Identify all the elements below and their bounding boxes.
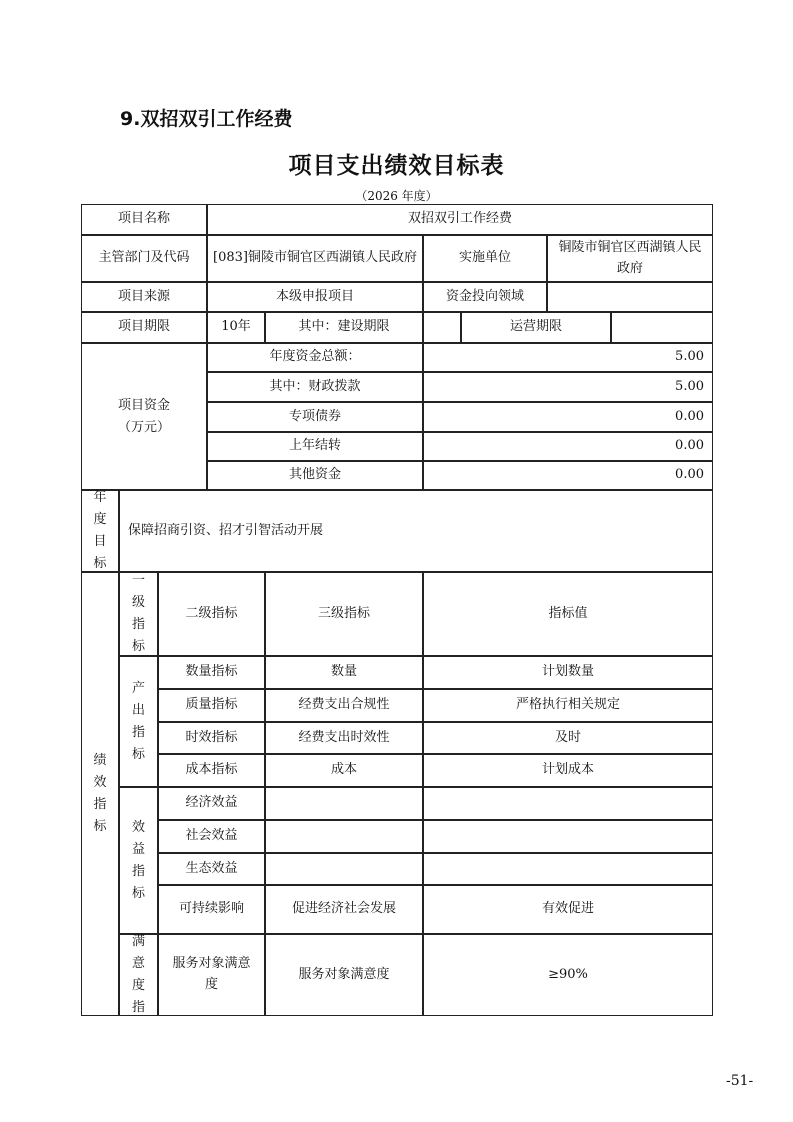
source-label: 项目来源 xyxy=(81,282,207,312)
output-value: 严格执行相关规定 xyxy=(423,689,713,722)
output-level3: 经费支出时效性 xyxy=(265,722,423,754)
source-value: 本级申报项目 xyxy=(207,282,423,312)
annual-goal-char: 标 xyxy=(93,556,107,571)
benefit-level2: 生态效益 xyxy=(158,853,265,885)
level2-header: 二级指标 xyxy=(158,572,265,656)
output-level2: 质量指标 xyxy=(158,689,265,722)
field-value xyxy=(547,282,713,312)
satisfaction-level2: 服务对象满意度 xyxy=(158,934,265,1016)
satisfaction-char: 意 xyxy=(131,956,145,971)
satisfaction-indicator-label xyxy=(119,934,158,1016)
page-number: -51- xyxy=(726,1073,754,1089)
output-char: 指 xyxy=(131,724,145,740)
funds-fiscal-value: 5.00 xyxy=(423,372,713,402)
performance-char: 标 xyxy=(93,819,107,834)
benefit-indicator-label xyxy=(119,787,158,934)
funds-carryover-value: 0.00 xyxy=(423,432,713,461)
project-name-label: 项目名称 xyxy=(81,204,207,235)
performance-char: 效 xyxy=(93,775,107,790)
period-value: 10年 xyxy=(207,312,265,343)
benefit-level2: 经济效益 xyxy=(158,787,265,820)
output-level3: 数量 xyxy=(265,656,423,689)
level3-header: 三级指标 xyxy=(265,572,423,656)
level1-header-char: 一 xyxy=(131,573,145,588)
annual-goal-label xyxy=(81,490,119,572)
funds-other-value: 0.00 xyxy=(423,461,713,490)
satisfaction-level3: 服务对象满意度 xyxy=(265,934,423,1016)
performance-label xyxy=(81,572,119,1016)
build-period-label: 其中：建设期限 xyxy=(265,312,423,343)
benefit-level3: 促进经济社会发展 xyxy=(265,885,423,934)
funds-label xyxy=(81,343,207,490)
benefit-level3 xyxy=(265,787,423,820)
project-name-value: 双招双引工作经费 xyxy=(207,204,713,235)
dept-value: [083]铜陵市铜官区西湖镇人民政府 xyxy=(207,235,423,282)
op-period-value xyxy=(611,312,713,343)
benefit-value: 有效促进 xyxy=(423,885,713,934)
level1-header-char: 级 xyxy=(131,595,145,610)
op-period-label: 运营期限 xyxy=(461,312,611,343)
funds-label-text: 项目资金 xyxy=(117,397,170,413)
level1-header xyxy=(119,572,158,656)
funds-unit: （万元） xyxy=(117,419,170,435)
annual-goal-char: 目 xyxy=(93,534,107,549)
dept-label: 主管部门及代码 xyxy=(81,235,207,282)
annual-goal-value: 保障招商引资、招才引智活动开展 xyxy=(119,490,713,572)
funds-total-label: 年度资金总额： xyxy=(207,343,423,372)
benefit-char: 标 xyxy=(131,885,145,901)
period-label: 项目期限 xyxy=(81,312,207,343)
benefit-value xyxy=(423,853,713,885)
build-period-value xyxy=(423,312,461,343)
annual-goal-char: 年 xyxy=(93,490,107,505)
performance-char: 指 xyxy=(93,797,107,812)
level1-header-char: 标 xyxy=(131,639,145,654)
satisfaction-value: ≥90% xyxy=(423,934,713,1016)
performance-target-table xyxy=(82,205,713,1017)
page-title: 项目支出绩效目标表 xyxy=(288,153,505,179)
benefit-level3 xyxy=(265,853,423,885)
impl-unit-label: 实施单位 xyxy=(423,235,547,282)
satisfaction-char: 满 xyxy=(131,934,145,949)
satisfaction-char: 度 xyxy=(131,978,145,993)
satisfaction-char: 指 xyxy=(131,1000,145,1015)
output-level3: 成本 xyxy=(265,754,423,787)
impl-unit-value: 铜陵市铜官区西湖镇人民政府 xyxy=(547,235,713,282)
output-level2: 数量指标 xyxy=(158,656,265,689)
output-char: 标 xyxy=(131,746,145,762)
output-value: 及时 xyxy=(423,722,713,754)
output-value: 计划数量 xyxy=(423,656,713,689)
benefit-level2: 可持续影响 xyxy=(158,885,265,934)
annual-goal-char: 度 xyxy=(93,512,107,527)
funds-bond-label: 专项债券 xyxy=(207,402,423,432)
output-level2: 成本指标 xyxy=(158,754,265,787)
funds-bond-value: 0.00 xyxy=(423,402,713,432)
benefit-level2: 社会效益 xyxy=(158,820,265,853)
funds-fiscal-label: 其中：财政拨款 xyxy=(207,372,423,402)
section-heading: 9.双招双引工作经费 xyxy=(120,108,293,130)
value-header: 指标值 xyxy=(423,572,713,656)
output-indicator-label xyxy=(119,656,158,787)
benefit-char: 效 xyxy=(131,819,145,835)
output-char: 出 xyxy=(131,702,145,718)
output-level2: 时效指标 xyxy=(158,722,265,754)
level1-header-char: 指 xyxy=(131,617,145,632)
benefit-level3 xyxy=(265,820,423,853)
funds-total-value: 5.00 xyxy=(423,343,713,372)
field-label: 资金投向领域 xyxy=(423,282,547,312)
benefit-value xyxy=(423,787,713,820)
benefit-value xyxy=(423,820,713,853)
benefit-char: 指 xyxy=(131,863,145,879)
performance-char: 绩 xyxy=(93,753,107,768)
output-char: 产 xyxy=(131,680,145,696)
output-level3: 经费支出合规性 xyxy=(265,689,423,722)
fiscal-year: （2026 年度） xyxy=(355,189,438,203)
funds-carryover-label: 上年结转 xyxy=(207,432,423,461)
output-value: 计划成本 xyxy=(423,754,713,787)
funds-other-label: 其他资金 xyxy=(207,461,423,490)
benefit-char: 益 xyxy=(131,841,145,857)
